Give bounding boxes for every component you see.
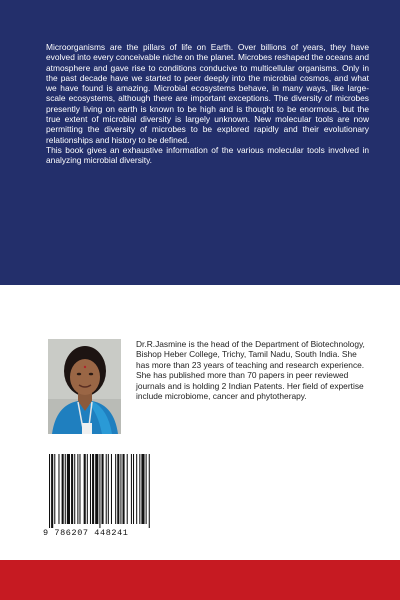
barcode-bars xyxy=(43,452,158,530)
barcode-bar xyxy=(123,454,125,524)
barcode-bar xyxy=(92,454,94,524)
author-bio: Dr.R.Jasmine is the head of the Department of Biotechnology, Bishop Heber College, Trichy, Tamil Nadu, South India. She has more than 23 years of teaching and research experience. She has published more than 70 papers in peer reviewed journals and is holding 2 Indian Patents. Her field of expertise include microbiome, cancer and phytotherapy. xyxy=(136,339,365,402)
author-photo xyxy=(48,339,121,434)
barcode-bar xyxy=(77,454,78,524)
barcode-bar xyxy=(65,454,66,524)
barcode-bar xyxy=(74,454,75,524)
barcode-bar xyxy=(133,454,134,524)
barcode-bar xyxy=(79,454,80,524)
barcode-bar xyxy=(71,454,73,524)
barcode-bar xyxy=(149,454,150,528)
barcode-bar xyxy=(131,454,132,524)
barcode-bar xyxy=(102,454,104,524)
barcode-bar xyxy=(87,454,88,524)
description-paragraph-2: This book gives an exhaustive information of the various molecular tools involved in analyzing microbial diversity. xyxy=(46,144,369,166)
blurb-panel xyxy=(0,0,400,285)
bottom-color-band xyxy=(0,560,400,600)
barcode-bar xyxy=(67,454,70,524)
barcode-bar xyxy=(106,454,107,524)
barcode-bar xyxy=(99,454,100,528)
barcode-bar xyxy=(54,454,55,524)
barcode-bar xyxy=(120,454,121,524)
barcode-bar xyxy=(127,454,128,524)
book-description xyxy=(46,42,369,166)
barcode-bar xyxy=(141,454,144,524)
isbn-barcode xyxy=(43,452,158,542)
barcode-bar xyxy=(111,454,112,524)
barcode-bar xyxy=(51,454,53,528)
barcode-bar xyxy=(62,454,64,524)
barcode-bar xyxy=(58,454,59,524)
barcode-bar xyxy=(49,454,50,528)
barcode-bar xyxy=(139,454,140,524)
barcode-bar xyxy=(90,454,91,524)
barcode-bar xyxy=(95,454,98,524)
isbn-digits: 9 786207 448241 xyxy=(43,528,129,538)
barcode-bar xyxy=(136,454,137,524)
barcode-bar xyxy=(115,454,116,524)
author-portrait-icon xyxy=(48,339,121,434)
description-paragraph-1: Microorganisms are the pillars of life on Earth. Over billions of years, they have evolved into every conceivable niche on the planet. Microbes reshaped the oceans and atmosphere and gave rise to conditions conducive to multicellular organisms. Only in the past decade have we started to peer deeply into the microbial cosmos, and what we have found is amazing. Microbial ecosystems behave, in many ways, like large-scale ecosystems, although there are important exceptions. The diversity of microbes presently living on earth is known to be high and is thought to be enormous, but the true extent of microbial diversity is largely unknown. New molecular tools are now permitting the diversity of microbes to be explored rapidly and their evolutionary relationships and history to be defined. xyxy=(46,42,369,145)
barcode-bar xyxy=(146,454,147,524)
barcode-bar xyxy=(84,454,86,524)
barcode-bar xyxy=(117,454,119,524)
barcode-bar xyxy=(108,454,109,524)
